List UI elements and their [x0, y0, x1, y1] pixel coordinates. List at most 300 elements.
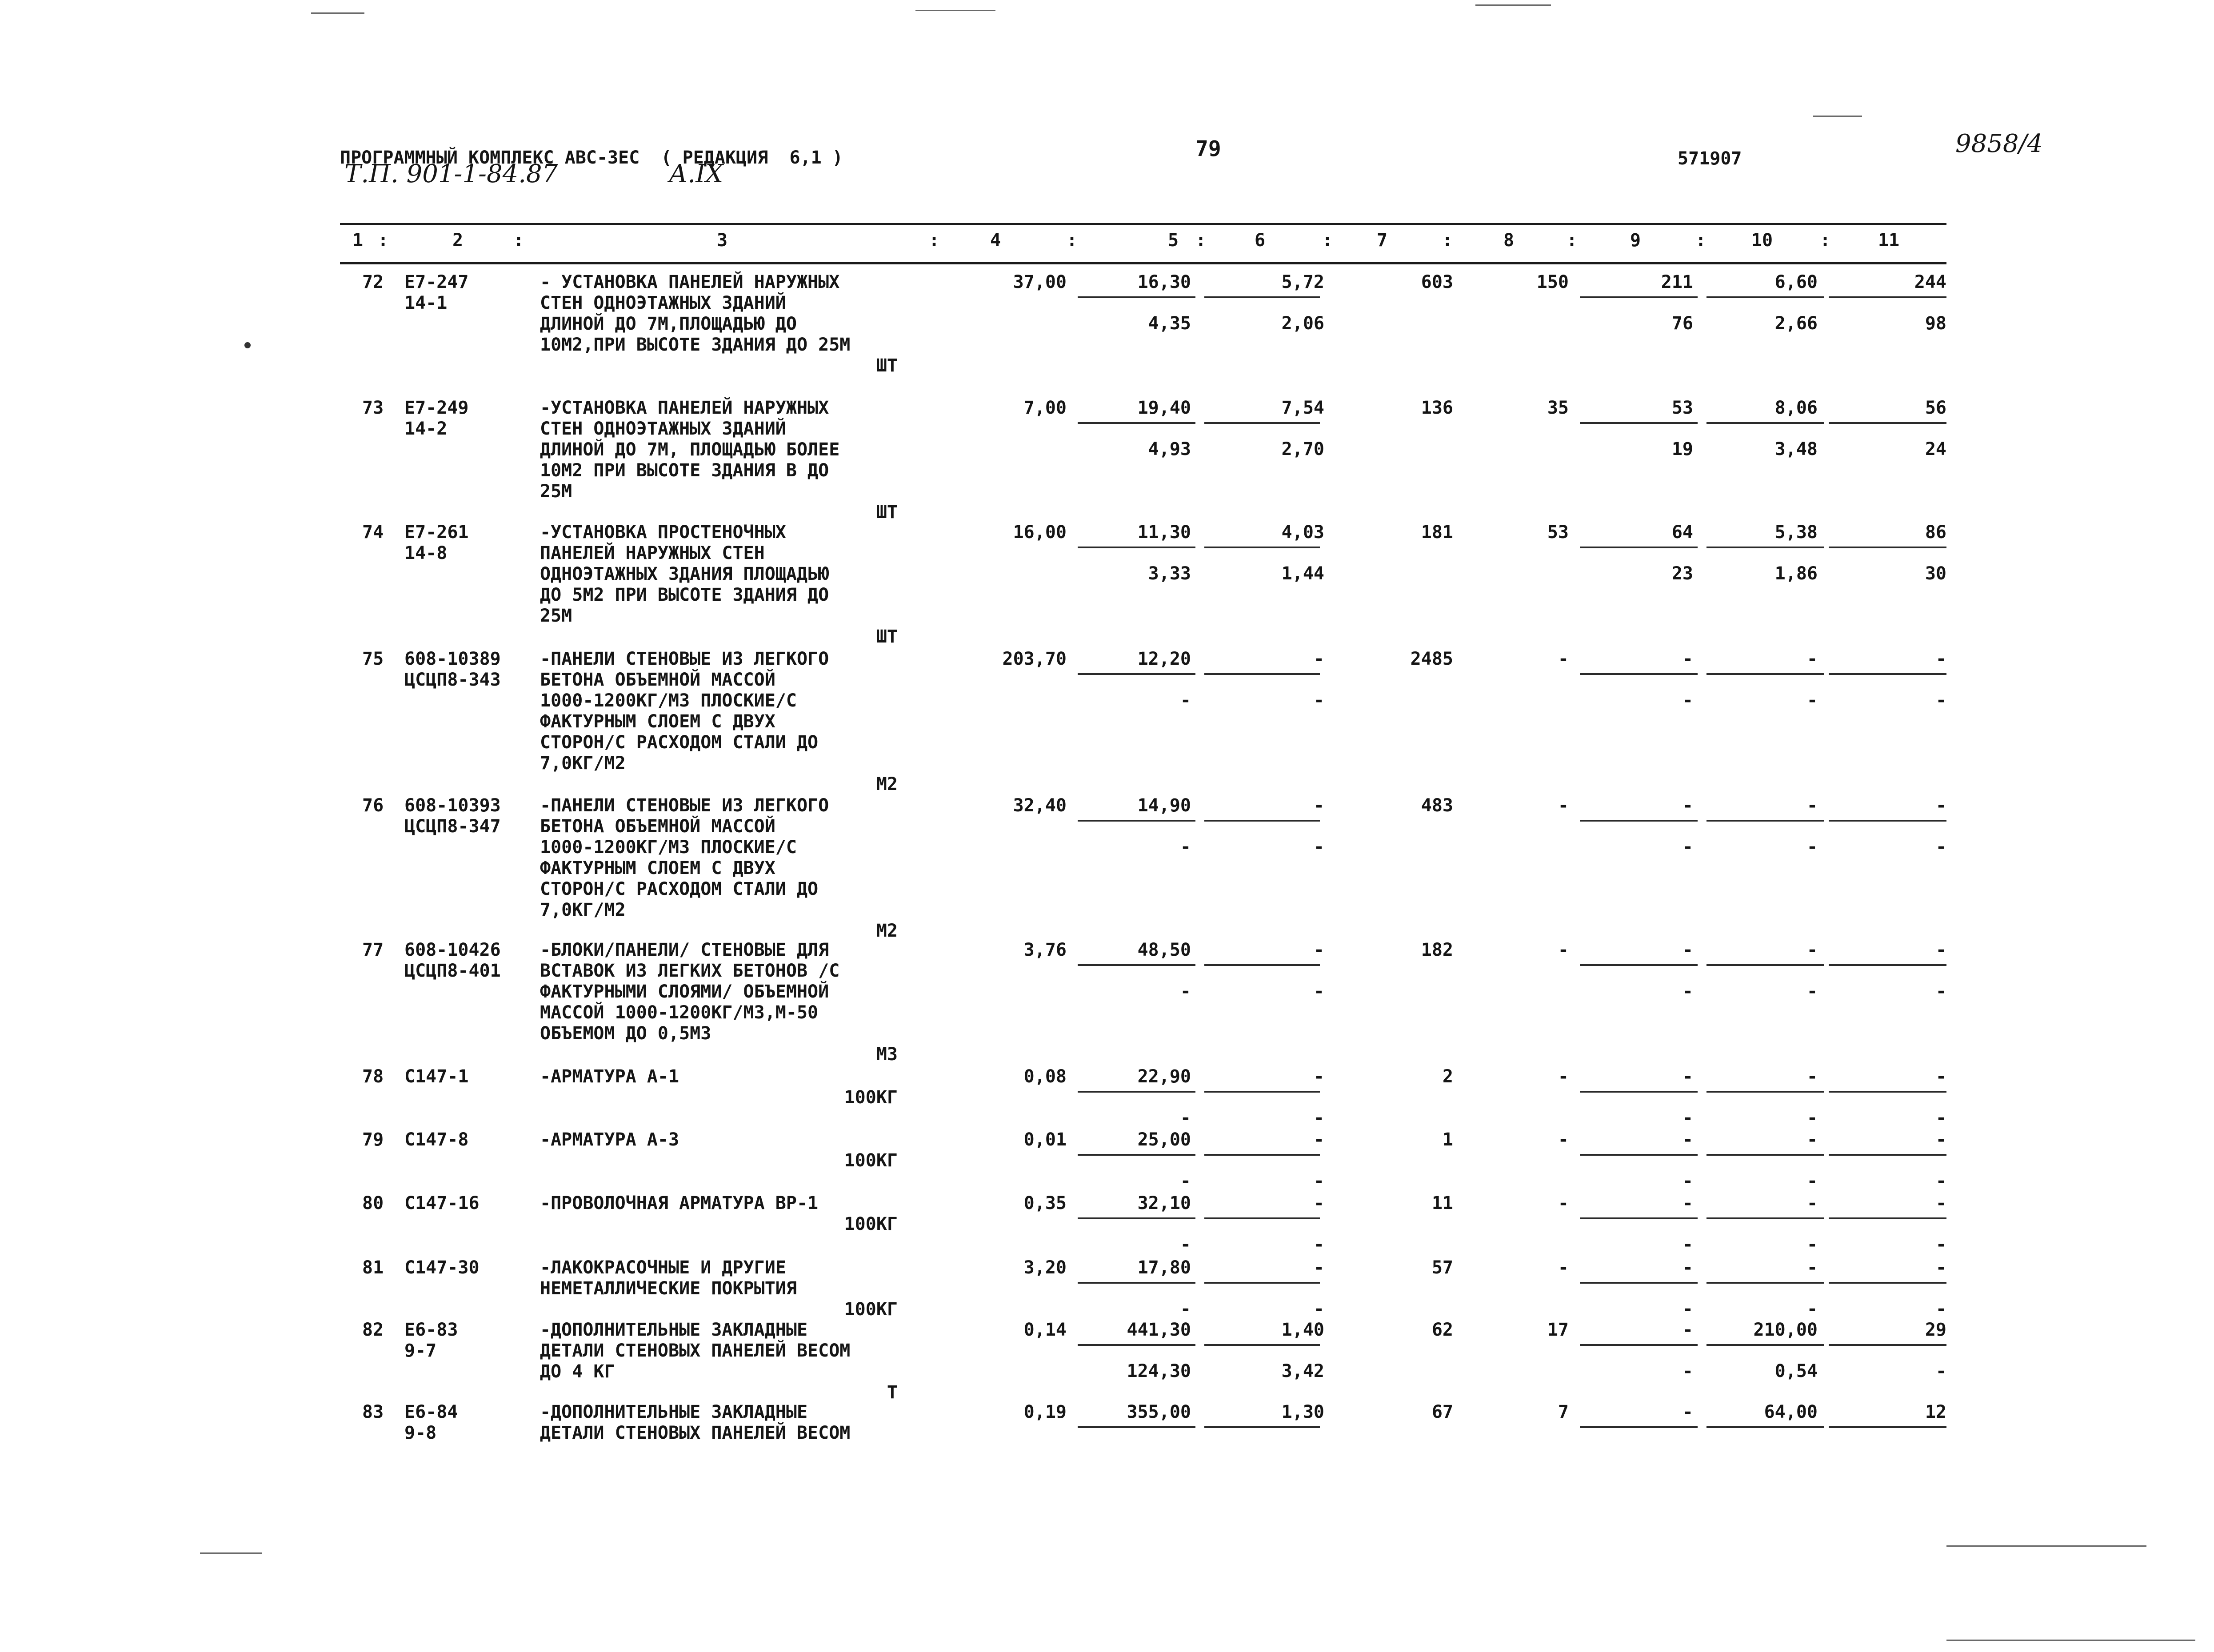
value-c6: 7,54 — [1281, 398, 1324, 418]
work-description-line: - УСТАНОВКА ПАНЕЛЕЙ НАРУЖНЫХ — [540, 272, 840, 292]
value-c7: 2485 — [1410, 649, 1453, 669]
project-reference: Т.П. 901-1-84.87 — [344, 160, 558, 188]
cell-underline — [1078, 1344, 1195, 1346]
work-description-line: НЕМЕТАЛЛИЧЕСКИЕ ПОКРЫТИЯ — [540, 1278, 797, 1299]
rate-code: Е7-247 — [404, 272, 469, 292]
cell-underline — [1829, 1282, 1946, 1284]
value-c8: - — [1558, 795, 1569, 816]
scan-mark — [1946, 1640, 2195, 1641]
value-c9-second: - — [1682, 1234, 1693, 1255]
cell-underline — [1706, 296, 1824, 298]
value-c8: 53 — [1547, 522, 1569, 543]
value-c7: 62 — [1431, 1320, 1453, 1340]
value-c9: - — [1682, 1257, 1693, 1278]
value-c5: 19,40 — [1137, 398, 1191, 418]
value-c6: - — [1313, 795, 1324, 816]
value-c8: - — [1558, 649, 1569, 669]
cell-underline — [1580, 547, 1698, 548]
column-header: 5 — [1167, 230, 1179, 251]
column-separator: : — [1442, 230, 1453, 251]
value-c5: 16,30 — [1137, 272, 1191, 292]
rate-code-secondary: ЦСЦП8-347 — [404, 816, 501, 837]
cell-underline — [1204, 1282, 1320, 1284]
work-description-line: ДЕТАЛИ СТЕНОВЫХ ПАНЕЛЕЙ ВЕСОМ — [540, 1423, 851, 1443]
cell-underline — [1580, 422, 1698, 424]
work-description-line: -АРМАТУРА А-1 — [540, 1066, 679, 1087]
cell-underline — [1829, 820, 1946, 822]
work-description-line: ДЕТАЛИ СТЕНОВЫХ ПАНЕЛЕЙ ВЕСОМ — [540, 1341, 851, 1361]
value-c9-second: - — [1682, 981, 1693, 1002]
value-c6: - — [1313, 1129, 1324, 1150]
value-c5-second: 3,33 — [1148, 563, 1191, 584]
program-header: ПРОГРАММНЫЙ КОМПЛЕКС АВС-ЗЕС ( РЕДАКЦИЯ 6,1 ) — [340, 148, 843, 168]
scan-mark — [1813, 116, 1862, 117]
unit-of-measure: М2 — [876, 774, 898, 794]
cell-underline — [1580, 820, 1698, 822]
work-description-line: СТЕН ОДНОЭТАЖНЫХ ЗДАНИЙ — [540, 293, 786, 313]
work-description-line: -ПАНЕЛИ СТЕНОВЫЕ ИЗ ЛЕГКОГО — [540, 795, 829, 816]
rate-code-secondary: ЦСЦП8-343 — [404, 670, 501, 690]
value-c10-second: 2,66 — [1774, 313, 1818, 334]
value-c8: 17 — [1547, 1320, 1569, 1340]
cell-underline — [1706, 1282, 1824, 1284]
value-c4: 0,14 — [1023, 1320, 1067, 1340]
value-c5-second: - — [1180, 837, 1191, 857]
value-c9: - — [1682, 1193, 1693, 1213]
work-description-line: 1000-1200КГ/М3 ПЛОСКИЕ/С — [540, 690, 797, 711]
row-number: 83 — [362, 1402, 384, 1422]
value-c11-second: 98 — [1925, 313, 1946, 334]
row-number: 74 — [362, 522, 384, 543]
cell-underline — [1829, 964, 1946, 966]
work-description-line: СТОРОН/С РАСХОДОМ СТАЛИ ДО — [540, 732, 819, 753]
value-c9-second: 76 — [1671, 313, 1693, 334]
value-c11-second: 24 — [1925, 439, 1946, 459]
cell-underline — [1078, 673, 1195, 675]
row-number: 73 — [362, 398, 384, 418]
value-c6: - — [1313, 1066, 1324, 1087]
value-c8: 150 — [1536, 272, 1569, 292]
value-c11: 86 — [1925, 522, 1946, 543]
work-description-line: ДЛИНОЙ ДО 7М,ПЛОЩАДЬЮ ДО — [540, 314, 797, 334]
value-c6-second: - — [1313, 981, 1324, 1002]
document-code: 571907 — [1678, 148, 1742, 169]
cell-underline — [1580, 964, 1698, 966]
value-c6-second: - — [1313, 690, 1324, 710]
scan-mark — [200, 1552, 262, 1554]
cell-underline — [1204, 964, 1320, 966]
cell-underline — [1204, 296, 1320, 298]
value-c6-second: 2,70 — [1281, 439, 1324, 459]
value-c9: - — [1682, 649, 1693, 669]
work-description-line: -АРМАТУРА А-3 — [540, 1129, 679, 1150]
work-description-line: ФАКТУРНЫМ СЛОЕМ С ДВУХ — [540, 858, 775, 878]
rate-code-secondary: 9-7 — [404, 1341, 437, 1361]
column-header: 6 — [1254, 230, 1266, 251]
cell-underline — [1204, 547, 1320, 548]
cell-underline — [1829, 1344, 1946, 1346]
table-top-rule — [340, 223, 1946, 225]
value-c10: - — [1806, 1066, 1818, 1087]
value-c9: 211 — [1661, 272, 1693, 292]
value-c4: 0,19 — [1023, 1402, 1067, 1422]
work-description-line: -ПАНЕЛИ СТЕНОВЫЕ ИЗ ЛЕГКОГО — [540, 649, 829, 669]
work-description-line: -ДОПОЛНИТЕЛЬНЫЕ ЗАКЛАДНЫЕ — [540, 1320, 808, 1340]
value-c11-second: - — [1935, 1299, 1946, 1319]
rate-code: С147-16 — [404, 1193, 480, 1213]
value-c6: - — [1313, 1257, 1324, 1278]
cell-underline — [1829, 1217, 1946, 1219]
unit-of-measure: М2 — [876, 921, 898, 941]
row-number: 77 — [362, 940, 384, 960]
cell-underline — [1078, 1282, 1195, 1284]
value-c10: - — [1806, 795, 1818, 816]
work-description-line: -ДОПОЛНИТЕЛЬНЫЕ ЗАКЛАДНЫЕ — [540, 1402, 808, 1422]
value-c10-second: - — [1806, 690, 1818, 710]
work-description-line: ОБЪЕМОМ ДО 0,5М3 — [540, 1023, 711, 1044]
cell-underline — [1204, 422, 1320, 424]
value-c9: - — [1682, 1066, 1693, 1087]
value-c10-second: - — [1806, 981, 1818, 1002]
cell-underline — [1204, 673, 1320, 675]
value-c11: - — [1935, 940, 1946, 960]
value-c5-second: 4,93 — [1148, 439, 1191, 459]
value-c5: 11,30 — [1137, 522, 1191, 543]
value-c10: 5,38 — [1774, 522, 1818, 543]
unit-of-measure: ШТ — [876, 626, 898, 647]
cell-underline — [1829, 1091, 1946, 1093]
value-c6: 5,72 — [1281, 272, 1324, 292]
cell-underline — [1580, 1426, 1698, 1428]
value-c7: 57 — [1431, 1257, 1453, 1278]
column-separator: : — [1195, 230, 1207, 251]
cell-underline — [1078, 1154, 1195, 1156]
unit-of-measure: 100КГ — [844, 1150, 898, 1171]
value-c6: - — [1313, 1193, 1324, 1213]
work-description-line: ОДНОЭТАЖНЫХ ЗДАНИЯ ПЛОЩАДЬЮ — [540, 564, 829, 584]
value-c6-second: - — [1313, 1108, 1324, 1128]
cell-underline — [1706, 673, 1824, 675]
unit-of-measure: ШТ — [876, 355, 898, 376]
cell-underline — [1204, 1344, 1320, 1346]
value-c10-second: - — [1806, 1171, 1818, 1191]
column-separator: : — [1820, 230, 1831, 251]
row-number: 79 — [362, 1129, 384, 1150]
work-description-line: БЕТОНА ОБЪЕМНОЙ МАССОЙ — [540, 816, 775, 837]
value-c9: - — [1682, 795, 1693, 816]
value-c10: - — [1806, 940, 1818, 960]
cell-underline — [1580, 296, 1698, 298]
rate-code: 608-10389 — [404, 649, 501, 669]
column-header: 3 — [716, 230, 728, 251]
value-c11: 12 — [1925, 1402, 1946, 1422]
rate-code-secondary: 14-1 — [404, 293, 448, 313]
row-number: 81 — [362, 1257, 384, 1278]
value-c11-second: 30 — [1925, 563, 1946, 584]
value-c9: - — [1682, 940, 1693, 960]
cell-underline — [1706, 547, 1824, 548]
value-c6-second: 2,06 — [1281, 313, 1324, 334]
value-c6-second: - — [1313, 1234, 1324, 1255]
value-c5-second: - — [1180, 1234, 1191, 1255]
value-c10: 64,00 — [1764, 1402, 1818, 1422]
scan-mark — [915, 10, 995, 11]
work-description-line: 10М2 ПРИ ВЫСОТЕ ЗДАНИЯ В ДО — [540, 460, 829, 481]
value-c6-second: - — [1313, 837, 1324, 857]
cell-underline — [1580, 1217, 1698, 1219]
value-c10-second: - — [1806, 837, 1818, 857]
cell-underline — [1829, 296, 1946, 298]
value-c5-second: 4,35 — [1148, 313, 1191, 334]
column-separator: : — [929, 230, 940, 251]
row-number: 75 — [362, 649, 384, 669]
cell-underline — [1706, 1426, 1824, 1428]
cell-underline — [1078, 964, 1195, 966]
value-c4: 7,00 — [1023, 398, 1067, 418]
value-c8: 35 — [1547, 398, 1569, 418]
value-c7: 2 — [1442, 1066, 1453, 1087]
value-c9-second: - — [1682, 690, 1693, 710]
rate-code-secondary: 9-8 — [404, 1423, 437, 1443]
value-c5: 32,10 — [1137, 1193, 1191, 1213]
scan-mark — [1946, 1545, 2146, 1547]
value-c8: - — [1558, 1129, 1569, 1150]
value-c11: - — [1935, 1193, 1946, 1213]
work-description-line: -ПРОВОЛОЧНАЯ АРМАТУРА ВР-1 — [540, 1193, 819, 1213]
value-c11-second: - — [1935, 1234, 1946, 1255]
value-c5: 22,90 — [1137, 1066, 1191, 1087]
value-c6-second: - — [1313, 1299, 1324, 1319]
value-c8: - — [1558, 940, 1569, 960]
rate-code: Е7-261 — [404, 522, 469, 543]
column-header: 10 — [1751, 230, 1773, 251]
column-header: 8 — [1503, 230, 1515, 251]
value-c10-second: - — [1806, 1234, 1818, 1255]
value-c11: - — [1935, 795, 1946, 816]
value-c10: - — [1806, 1257, 1818, 1278]
column-separator: : — [1322, 230, 1333, 251]
value-c4: 16,00 — [1013, 522, 1067, 543]
row-number: 80 — [362, 1193, 384, 1213]
cell-underline — [1078, 820, 1195, 822]
value-c8: - — [1558, 1193, 1569, 1213]
value-c5-second: - — [1180, 981, 1191, 1002]
rate-code-secondary: 14-2 — [404, 419, 448, 439]
value-c4: 37,00 — [1013, 272, 1067, 292]
value-c5: 441,30 — [1127, 1320, 1191, 1340]
value-c4: 32,40 — [1013, 795, 1067, 816]
cell-underline — [1204, 820, 1320, 822]
cell-underline — [1580, 1154, 1698, 1156]
work-description-line: 1000-1200КГ/М3 ПЛОСКИЕ/С — [540, 837, 797, 858]
cell-underline — [1204, 1217, 1320, 1219]
work-description-line: -УСТАНОВКА ПРОСТЕНОЧНЫХ — [540, 522, 786, 543]
cell-underline — [1706, 820, 1824, 822]
scan-mark — [1475, 4, 1551, 6]
column-header: 9 — [1630, 230, 1641, 251]
cell-underline — [1706, 1091, 1824, 1093]
value-c5-second: - — [1180, 1299, 1191, 1319]
value-c10: - — [1806, 1193, 1818, 1213]
value-c11: - — [1935, 649, 1946, 669]
value-c9: - — [1682, 1320, 1693, 1340]
rate-code: Е6-83 — [404, 1320, 458, 1340]
value-c10: 210,00 — [1753, 1320, 1818, 1340]
value-c5-second: - — [1180, 1171, 1191, 1191]
value-c9-second: - — [1682, 1299, 1693, 1319]
value-c8: - — [1558, 1257, 1569, 1278]
cell-underline — [1078, 1091, 1195, 1093]
value-c7: 136 — [1421, 398, 1453, 418]
unit-of-measure: 100КГ — [844, 1214, 898, 1234]
work-description-line: БЕТОНА ОБЪЕМНОЙ МАССОЙ — [540, 670, 775, 690]
value-c11: 56 — [1925, 398, 1946, 418]
column-header: 7 — [1376, 230, 1388, 251]
work-description-line: МАССОЙ 1000-1200КГ/М3,М-50 — [540, 1002, 819, 1023]
value-c6: 1,30 — [1281, 1402, 1324, 1422]
work-description-line: СТЕН ОДНОЭТАЖНЫХ ЗДАНИЙ — [540, 419, 786, 439]
value-c7: 1 — [1442, 1129, 1453, 1150]
cell-underline — [1829, 1154, 1946, 1156]
work-description-line: ДЛИНОЙ ДО 7М, ПЛОЩАДЬЮ БОЛЕЕ — [540, 439, 840, 460]
value-c5: 355,00 — [1127, 1402, 1191, 1422]
cell-underline — [1580, 1091, 1698, 1093]
value-c9-second: - — [1682, 1108, 1693, 1128]
cell-underline — [1078, 1217, 1195, 1219]
unit-of-measure: М3 — [876, 1044, 898, 1065]
value-c11-second: - — [1935, 1108, 1946, 1128]
rate-code-secondary: 14-8 — [404, 543, 448, 563]
work-description-line: -ЛАКОКРАСОЧНЫЕ И ДРУГИЕ — [540, 1257, 786, 1278]
column-separator: : — [378, 230, 389, 251]
value-c11: 29 — [1925, 1320, 1946, 1340]
work-description-line: 25М — [540, 481, 572, 502]
value-c8: 7 — [1558, 1402, 1569, 1422]
cell-underline — [1829, 673, 1946, 675]
column-separator: : — [513, 230, 524, 251]
row-number: 72 — [362, 272, 384, 292]
cell-underline — [1829, 422, 1946, 424]
value-c5: 17,80 — [1137, 1257, 1191, 1278]
rate-code: 608-10393 — [404, 795, 501, 816]
column-separator: : — [1695, 230, 1706, 251]
value-c4: 203,70 — [1002, 649, 1067, 669]
value-c11: 244 — [1914, 272, 1946, 292]
unit-of-measure: 100КГ — [844, 1299, 898, 1320]
value-c9-second: - — [1682, 1171, 1693, 1191]
value-c11: - — [1935, 1257, 1946, 1278]
cell-underline — [1706, 964, 1824, 966]
value-c5: 14,90 — [1137, 795, 1191, 816]
cell-underline — [1580, 1282, 1698, 1284]
column-separator: : — [1567, 230, 1578, 251]
cell-underline — [1829, 547, 1946, 548]
value-c7: 11 — [1431, 1193, 1453, 1213]
rate-code: Е6-84 — [404, 1402, 458, 1422]
value-c9-second: - — [1682, 1361, 1693, 1381]
column-header: 2 — [452, 230, 464, 251]
value-c9: - — [1682, 1129, 1693, 1150]
work-description-line: СТОРОН/С РАСХОДОМ СТАЛИ ДО — [540, 879, 819, 899]
work-description-line: ПАНЕЛЕЙ НАРУЖНЫХ СТЕН — [540, 543, 765, 563]
value-c7: 67 — [1431, 1402, 1453, 1422]
unit-of-measure: 100КГ — [844, 1087, 898, 1108]
value-c5: 25,00 — [1137, 1129, 1191, 1150]
column-separator: : — [1067, 230, 1078, 251]
cell-underline — [1706, 1154, 1824, 1156]
value-c9-second: - — [1682, 837, 1693, 857]
cell-underline — [1204, 1154, 1320, 1156]
value-c6: - — [1313, 940, 1324, 960]
value-c5-second: - — [1180, 690, 1191, 710]
sheet-mark: 9858/4 — [1955, 129, 2043, 158]
value-c10: 8,06 — [1774, 398, 1818, 418]
value-c6: 1,40 — [1281, 1320, 1324, 1340]
work-description-line: ВСТАВОК ИЗ ЛЕГКИХ БЕТОНОВ /С — [540, 961, 840, 981]
value-c6: 4,03 — [1281, 522, 1324, 543]
cell-underline — [1580, 1344, 1698, 1346]
cell-underline — [1078, 547, 1195, 548]
value-c4: 3,76 — [1023, 940, 1067, 960]
unit-of-measure: Т — [887, 1382, 898, 1403]
value-c11-second: - — [1935, 690, 1946, 710]
value-c9-second: 23 — [1671, 563, 1693, 584]
row-number: 82 — [362, 1320, 384, 1340]
column-header: 4 — [990, 230, 1001, 251]
column-header: 11 — [1878, 230, 1900, 251]
rate-code: Е7-249 — [404, 398, 469, 418]
work-description-line: -БЛОКИ/ПАНЕЛИ/ СТЕНОВЫЕ ДЛЯ — [540, 940, 829, 960]
value-c9: - — [1682, 1402, 1693, 1422]
value-c11-second: - — [1935, 837, 1946, 857]
cell-underline — [1706, 422, 1824, 424]
value-c7: 181 — [1421, 522, 1453, 543]
work-description-line: ФАКТУРНЫМИ СЛОЯМИ/ ОБЪЕМНОЙ — [540, 982, 829, 1002]
value-c10: - — [1806, 1129, 1818, 1150]
cell-underline — [1078, 422, 1195, 424]
album-number: А.IX — [669, 160, 723, 188]
scan-mark — [244, 342, 251, 348]
value-c6: - — [1313, 649, 1324, 669]
value-c7: 182 — [1421, 940, 1453, 960]
value-c11-second: - — [1935, 981, 1946, 1002]
value-c11: - — [1935, 1129, 1946, 1150]
rate-code: С147-1 — [404, 1066, 469, 1087]
cell-underline — [1829, 1426, 1946, 1428]
cell-underline — [1204, 1426, 1320, 1428]
rate-code: С147-8 — [404, 1129, 469, 1150]
unit-of-measure: ШТ — [876, 502, 898, 523]
value-c9-second: 19 — [1671, 439, 1693, 459]
value-c4: 0,35 — [1023, 1193, 1067, 1213]
cell-underline — [1078, 296, 1195, 298]
value-c10-second: - — [1806, 1299, 1818, 1319]
work-description-line: 7,0КГ/М2 — [540, 900, 626, 920]
value-c7: 483 — [1421, 795, 1453, 816]
column-header: 1 — [352, 230, 364, 251]
value-c11-second: - — [1935, 1171, 1946, 1191]
value-c4: 3,20 — [1023, 1257, 1067, 1278]
table-header-rule — [340, 262, 1946, 264]
value-c10-second: 0,54 — [1774, 1361, 1818, 1381]
value-c4: 0,01 — [1023, 1129, 1067, 1150]
work-description-line: ДО 5М2 ПРИ ВЫСОТЕ ЗДАНИЯ ДО — [540, 585, 829, 605]
work-description-line: ДО 4 КГ — [540, 1361, 615, 1382]
value-c10-second: 1,86 — [1774, 563, 1818, 584]
value-c8: - — [1558, 1066, 1569, 1087]
cell-underline — [1580, 673, 1698, 675]
scan-mark — [311, 12, 364, 14]
